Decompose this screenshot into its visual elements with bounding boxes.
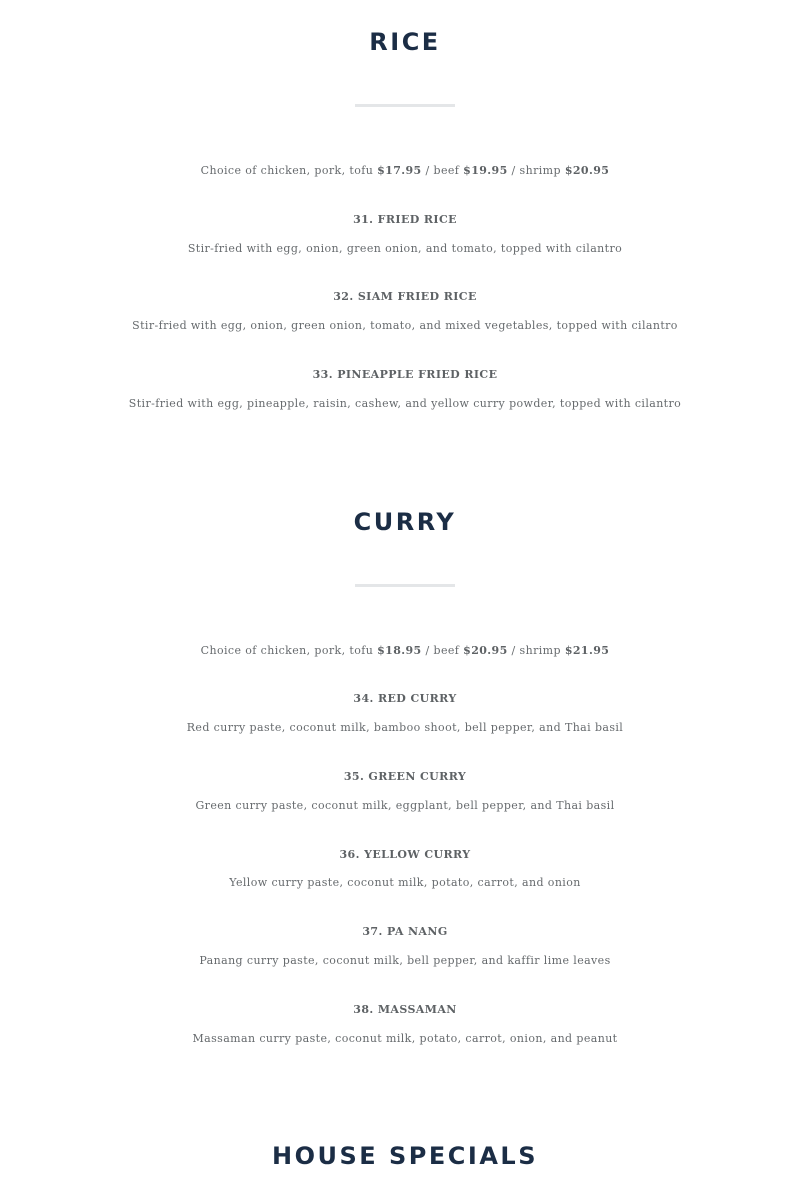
pricing-prefix: Choice of chicken, pork, tofu (200, 164, 378, 177)
section-title-curry: CURRY (353, 508, 457, 536)
menu-item-description: Stir-fried with egg, onion, green onion, tomato, and mixed vegetables, topped with cilantro (132, 319, 678, 332)
pricing-beef-label: / beef (421, 644, 464, 657)
menu-item-name: 35. GREEN CURRY (343, 770, 467, 783)
section-title-house-specials: HOUSE SPECIALS (272, 1142, 538, 1170)
price-shrimp: $20.95 (564, 164, 610, 177)
price-chicken-pork-tofu: $17.95 (377, 164, 422, 177)
curry-pricing (0, 640, 810, 662)
price-shrimp: $21.95 (564, 644, 610, 657)
menu-item-name: 36. YELLOW CURRY (339, 848, 471, 861)
pricing-prefix: Choice of chicken, pork, tofu (200, 644, 378, 657)
menu-item-description: Stir-fried with egg, pineapple, raisin, cashew, and yellow curry powder, topped with cilantro (128, 397, 682, 410)
rice-pricing (0, 160, 810, 182)
menu-item-name: 37. PA NANG (362, 925, 448, 938)
pricing-shrimp-label: / shrimp (507, 644, 565, 657)
section-title-rice: RICE (369, 28, 441, 56)
menu-item-description: Stir-fried with egg, onion, green onion, and tomato, topped with cilantro (187, 242, 623, 255)
menu-item-description: Yellow curry paste, coconut milk, potato, carrot, and onion (229, 876, 581, 889)
menu-item-name: 38. MASSAMAN (353, 1003, 457, 1016)
menu-item-description: Panang curry paste, coconut milk, bell pepper, and kaffir lime leaves (199, 954, 611, 967)
section-divider (355, 584, 455, 587)
menu-item-description: Red curry paste, coconut milk, bamboo shoot, bell pepper, and Thai basil (186, 721, 624, 734)
pricing-shrimp-label: / shrimp (507, 164, 565, 177)
price-chicken-pork-tofu: $18.95 (377, 644, 422, 657)
menu-item-name: 33. PINEAPPLE FRIED RICE (312, 368, 498, 381)
section-divider (355, 104, 455, 107)
menu-item-name: 31. FRIED RICE (353, 213, 457, 226)
pricing-beef-label: / beef (421, 164, 464, 177)
price-beef: $19.95 (463, 164, 508, 177)
price-beef: $20.95 (463, 644, 508, 657)
menu-item-description: Massaman curry paste, coconut milk, potato, carrot, onion, and peanut (192, 1032, 618, 1045)
menu-item-description: Green curry paste, coconut milk, eggplant, bell pepper, and Thai basil (195, 799, 615, 812)
menu-item-name: 32. SIAM FRIED RICE (333, 290, 477, 303)
menu-item-name: 34. RED CURRY (353, 692, 457, 705)
